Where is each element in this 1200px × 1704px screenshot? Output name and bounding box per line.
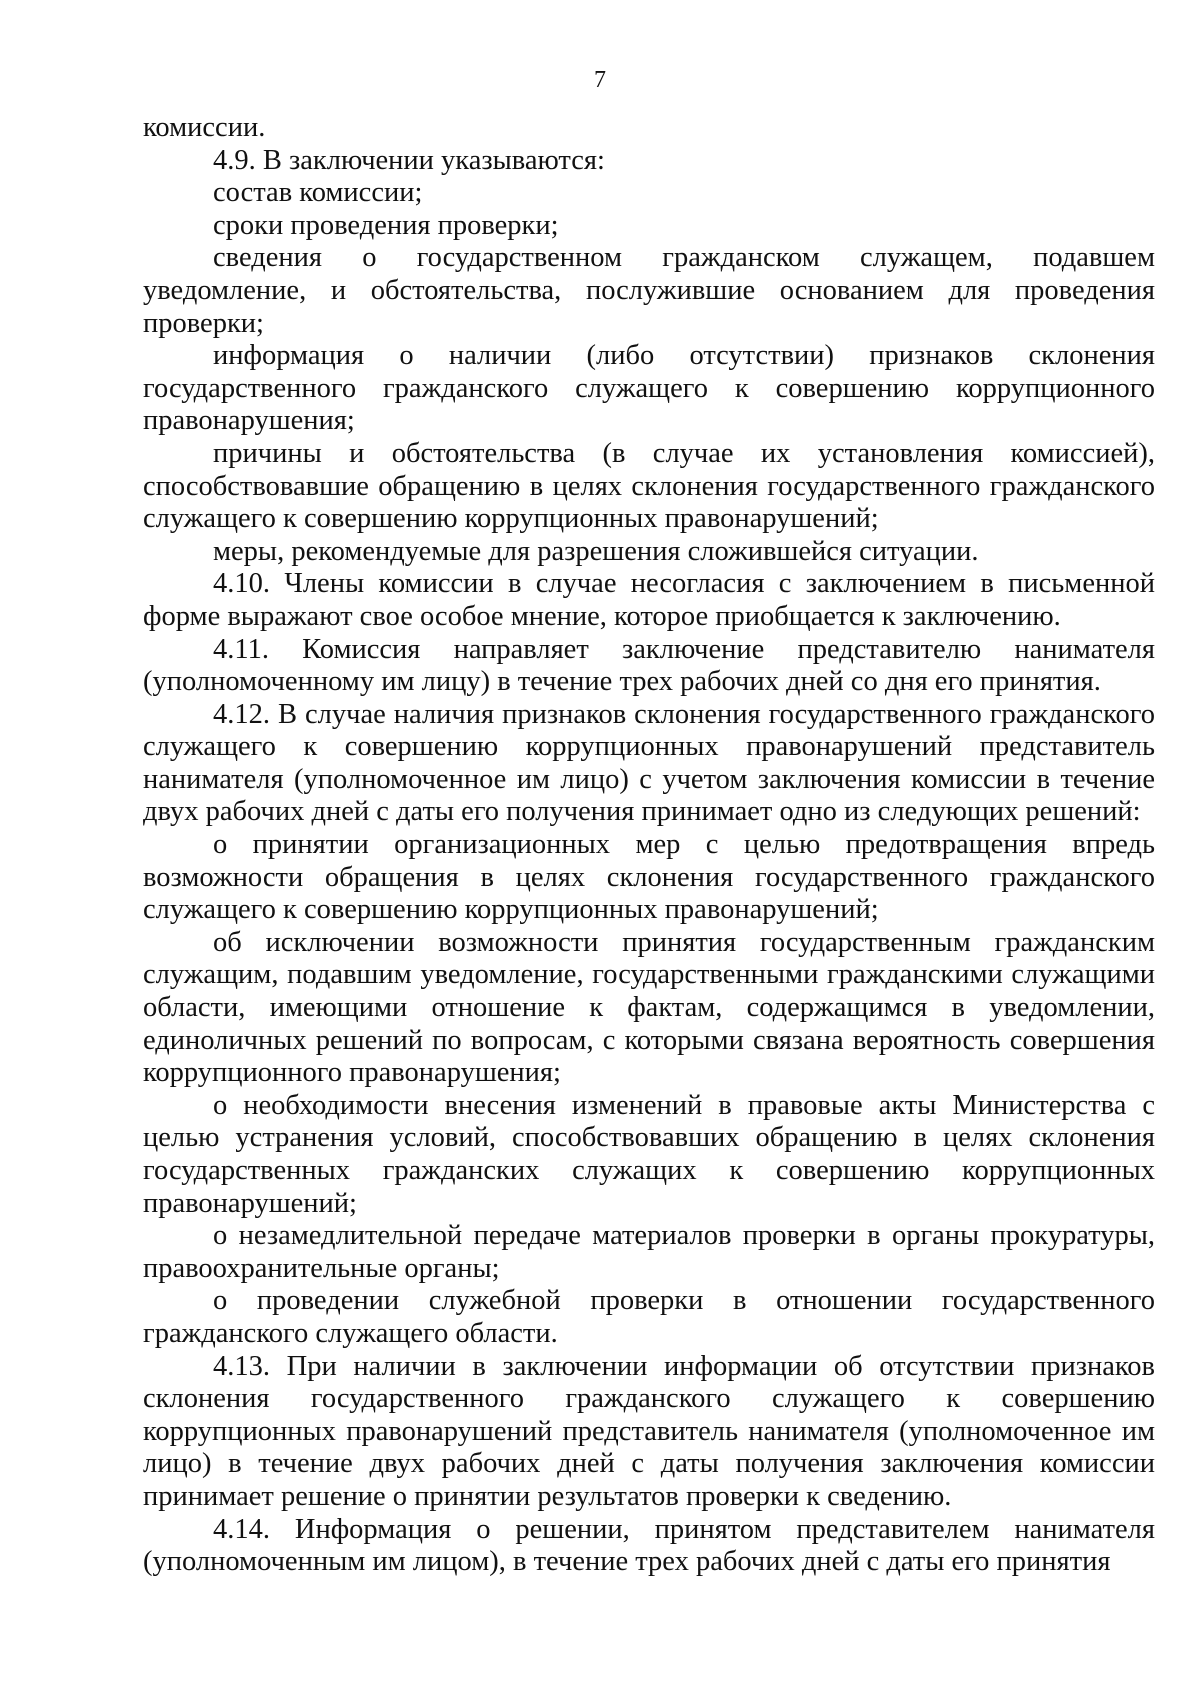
paragraph-list-item: о проведении служебной проверки в отношении государственного гражданского служащего области. [143, 1285, 1155, 1349]
paragraph-list-item: об исключении возможности принятия государственным гражданским служащим, подавшим уведомление, государственными гражданскими служащими области, имеющими отношение к фактам, содержащимся в уведомлении, единоличных решений по вопросам, с которыми связана вероятность совершения коррупционного правонарушения; [143, 926, 1155, 1089]
paragraph-4-11: 4.11. Комиссия направляет заключение представителю нанимателя (уполномоченному им лицу) в течение трех рабочих дней со дня его принятия. [143, 633, 1155, 698]
paragraph-list-item: о принятии организационных мер с целью предотвращения впредь возможности обращения в целях склонения государственного гражданского служащего к совершению коррупционных правонарушений; [143, 829, 1155, 926]
paragraph-list-item: сроки проведения проверки; [213, 209, 559, 241]
paragraph-4-9: 4.9. В заключении указываются: [213, 144, 605, 176]
paragraph-4-10: 4.10. Члены комиссии в случае несогласия с заключением в письменной форме выражают свое особое мнение, которое приобщается к заключению. [143, 568, 1155, 632]
document-body [143, 112, 1155, 1579]
paragraph-4-13: 4.13. При наличии в заключении информации об отсутствии признаков склонения государственного гражданского служащего к совершению коррупционных правонарушений представитель нанимателя (уполномоченное им лицо) в течение двух рабочих дней с даты получения заключения комиссии принимает решение о принятии результатов проверки к сведению. [143, 1350, 1155, 1512]
paragraph-list-item: меры, рекомендуемые для разрешения сложившейся ситуации. [213, 535, 979, 567]
paragraph-list-item: информация о наличии (либо отсутствии) признаков склонения государственного гражданского служащего к совершению коррупционного правонарушения; [143, 340, 1155, 437]
paragraph-list-item: о незамедлительной передаче материалов проверки в органы прокуратуры, правоохранительные органы; [143, 1220, 1155, 1284]
paragraph-4-12: 4.12. В случае наличия признаков склонения государственного гражданского служащего к совершению коррупционных правонарушений представитель нанимателя (уполномоченное им лицо) с учетом заключения комиссии в течение двух рабочих дней с даты его получения принимает одно из следующих решений: [143, 698, 1155, 828]
paragraph-list-item: сведения о государственном гражданском служащем, подавшем уведомление, и обстоятельства, послужившие основанием для проведения проверки; [143, 242, 1155, 339]
page-number: 7 [594, 67, 606, 93]
paragraph-list-item: причины и обстоятельства (в случае их установления комиссией), способствовавшие обращению в целях склонения государственного гражданского служащего к совершению коррупционных правонарушений; [143, 437, 1155, 535]
paragraph-list-item: о необходимости внесения изменений в правовые акты Министерства с целью устранения условий, способствовавших обращению в целях склонения государственных гражданских служащих к совершению коррупционных правонарушений; [143, 1089, 1155, 1219]
paragraph-4-14: 4.14. Информация о решении, принятом представителем нанимателя (уполномоченным им лицом), в течение трех рабочих дней с даты его принятия [143, 1513, 1155, 1578]
paragraph-list-item: состав комиссии; [213, 177, 423, 209]
paragraph-commission-end: комиссии. [143, 112, 266, 143]
